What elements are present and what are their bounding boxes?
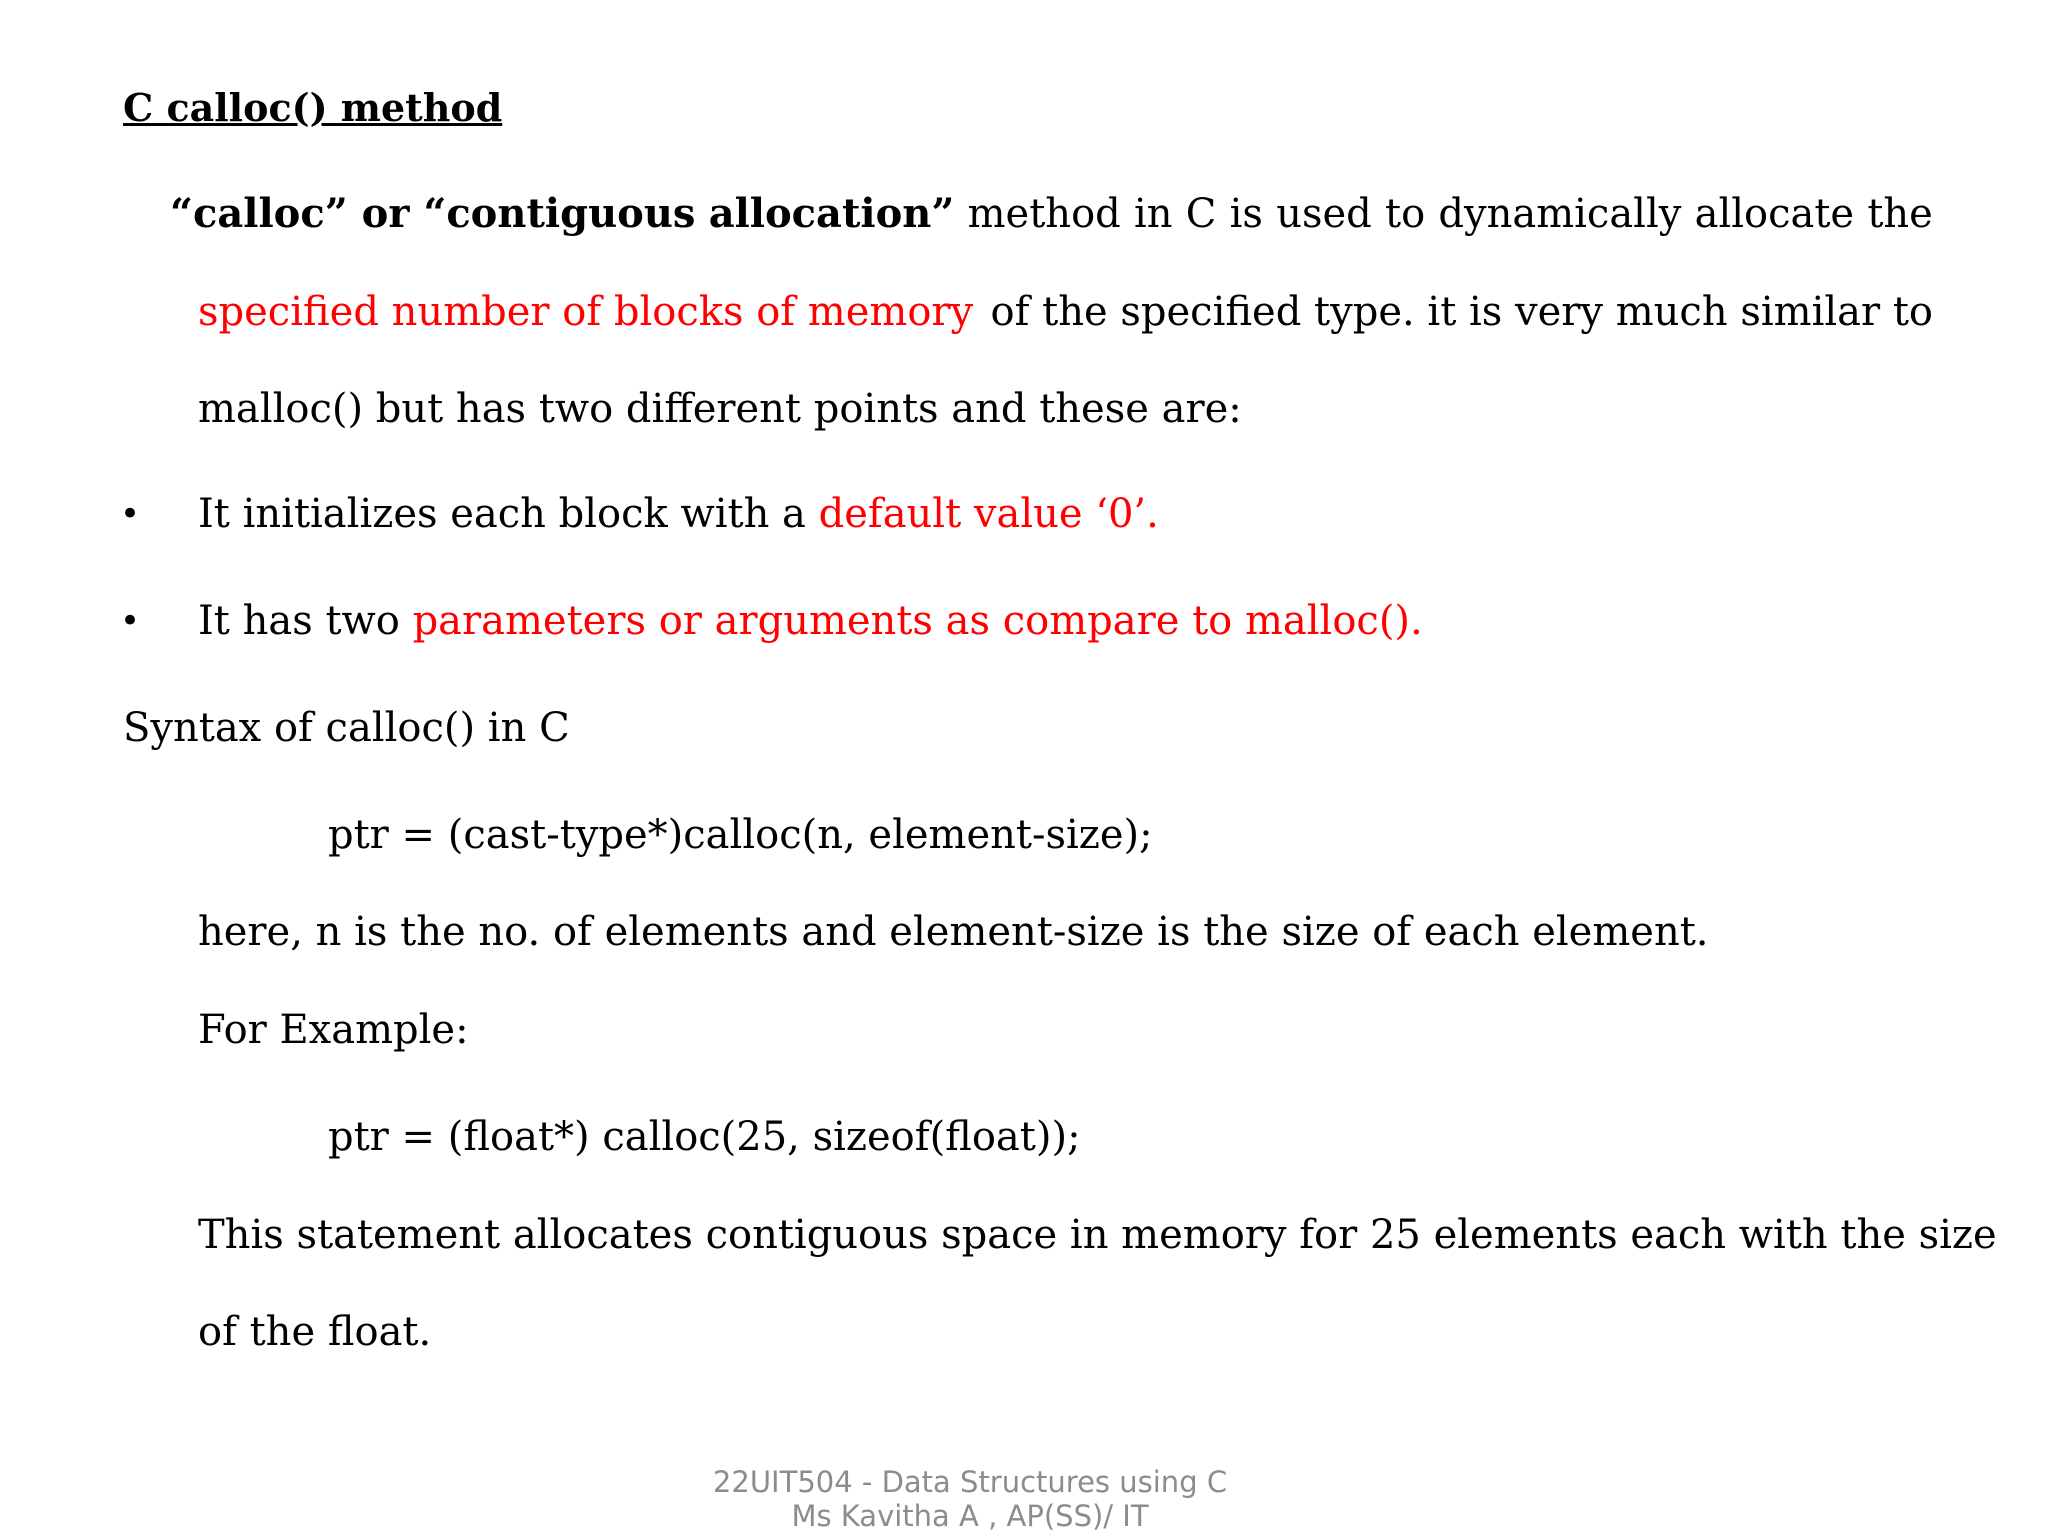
example-description-line-1: This statement allocates contiguous space in memory for 25 elements each with the size — [198, 1212, 1997, 1258]
intro-term-allocation: allocation” — [708, 190, 955, 237]
intro-line-3: malloc() but has two different points and these are: — [198, 386, 1242, 432]
bullet-item-1 — [198, 490, 1159, 538]
bullet-highlight: default value ‘0’. — [818, 491, 1159, 537]
intro-word: dynamically — [1438, 191, 1682, 237]
bullet-text: It initializes each block with a — [198, 491, 819, 537]
syntax-code: ptr = (cast-type*)calloc(n, element-size); — [328, 812, 1153, 858]
intro-line-1 — [170, 190, 1933, 238]
example-code: ptr = (float*) calloc(25, sizeof(float)); — [328, 1114, 1081, 1160]
intro-word: C — [1185, 191, 1217, 237]
bullet-icon: • — [120, 494, 141, 534]
intro-word: in — [1133, 191, 1173, 237]
example-label: For Example: — [198, 1007, 469, 1053]
intro-word: used — [1276, 191, 1372, 237]
bullet-item-2 — [198, 597, 1423, 645]
syntax-heading: Syntax of calloc() in C — [123, 705, 570, 751]
intro-term-calloc: “calloc” or “contiguous — [170, 190, 696, 237]
bullet-highlight: parameters or arguments as compare to malloc(). — [412, 598, 1423, 644]
intro-word: method — [967, 191, 1121, 237]
bullet-text: It has two — [198, 598, 413, 644]
intro-word: the — [1867, 191, 1933, 237]
example-description-line-2: of the float. — [198, 1309, 432, 1355]
intro-word: is — [1229, 191, 1263, 237]
intro-line-2-rest: of the specified type. it is very much similar to — [990, 289, 1933, 335]
intro-word: allocate — [1694, 191, 1855, 237]
bullet-icon: • — [120, 601, 141, 641]
footer-course: 22UIT504 - Data Structures using C — [712, 1465, 1228, 1499]
slide-title: C calloc() method — [123, 85, 503, 130]
intro-word: to — [1385, 191, 1426, 237]
footer-author: Ms Kavitha A , AP(SS)/ IT — [791, 1499, 1149, 1533]
syntax-note: here, n is the no. of elements and element-size is the size of each element. — [198, 909, 1709, 955]
intro-highlight: specified number of blocks of memory — [198, 289, 974, 335]
intro-line-2 — [198, 288, 1933, 336]
